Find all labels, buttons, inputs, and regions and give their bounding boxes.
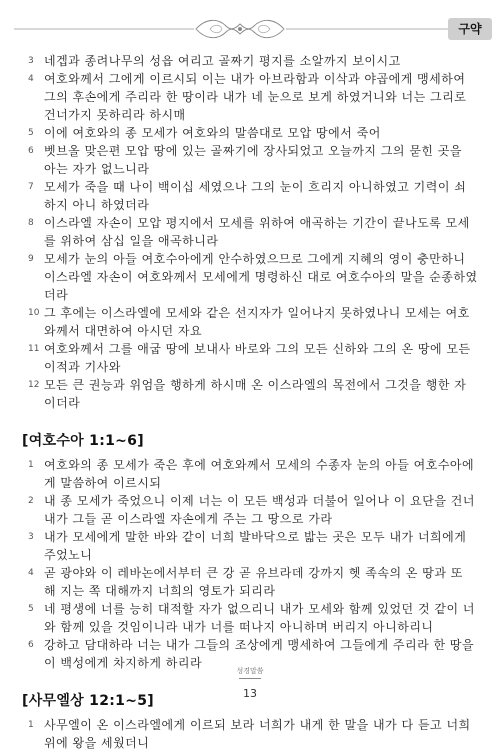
footer-divider: [239, 678, 261, 679]
verse-text: 이스라엘 자손이 모압 평지에서 모세를 위하여 애곡하는 기간이 끝나도록 모세를 위하여 삼십 일을 애곡하니라: [44, 216, 470, 248]
verse-number: 3: [28, 56, 34, 66]
section-title-text: 사무엘상 12:1~5: [28, 693, 148, 709]
verse-text: 네겝과 종려나무의 성읍 여리고 골짜기 평지를 소알까지 보이시고: [44, 54, 401, 68]
verse: [28, 304, 478, 340]
verse: [28, 340, 478, 376]
verse-number: 8: [28, 218, 34, 228]
verse-text: 모세가 죽을 때 나이 백이십 세였으나 그의 눈이 흐리지 아니하였고 기력이 쇠하지 아니 하였더라: [44, 180, 467, 212]
footer-label: 성경말씀: [236, 667, 264, 675]
page-footer: [0, 666, 500, 701]
verse: [28, 456, 478, 492]
page-number: 13: [243, 687, 257, 700]
verse-text: 내 종 모세가 죽었으니 이제 너는 이 모든 백성과 더불어 일어나 이 요단을 건너 내가 그들 곧 이스라엘 자손에게 주는 그 땅으로 가라: [44, 494, 475, 526]
verse: [28, 70, 478, 124]
verse: [28, 716, 478, 752]
verse-text: 모세가 눈의 아들 여호수아에게 안수하였으므로 그에게 지혜의 영이 충만하니 이스라엘 자손이 여호와께서 모세에게 명령하신 대로 여호수아의 말을 순종하였더라: [44, 252, 478, 302]
verse-number: 4: [28, 74, 34, 84]
verse-number: 1: [28, 460, 34, 470]
verse-number: 11: [28, 344, 40, 354]
verse: [28, 178, 478, 214]
verse-text: 모든 큰 권능과 위엄을 행하게 하시매 온 이스라엘의 목전에서 그것을 행한 자이더라: [44, 378, 467, 410]
verse-number: 5: [28, 604, 34, 614]
verse-text: 이에 여호와의 종 모세가 여호와의 말씀대로 모압 땅에서 죽어: [44, 126, 381, 140]
verse: [28, 376, 478, 412]
verse-number: 12: [28, 380, 40, 390]
verse-text: 강하고 담대하라 너는 내가 그들의 조상에게 맹세하여 그들에게 주리라 한 땅을 이 백성에게 차지하게 하리라: [44, 638, 475, 670]
verse: [28, 214, 478, 250]
bracket-open: [: [22, 433, 29, 449]
scripture-content: [22, 52, 478, 752]
verse: [28, 564, 478, 600]
verse: [28, 250, 478, 304]
verse-text: 여호와께서 그를 애굽 땅에 보내사 바로와 그의 모든 신하와 그의 온 땅에 모든 이적과 기사와: [44, 342, 471, 374]
verse-text: 내가 모세에게 말한 바와 같이 너희 발바닥으로 밟는 곳은 모두 내가 너희에게 주었노니: [44, 530, 467, 562]
verse-text: 그 후에는 이스라엘에 모세와 같은 선지자가 일어나지 못하였나니 모세는 여호와께서 대면하여 아시던 자요: [44, 306, 470, 338]
verse: [28, 528, 478, 564]
verse-number: 6: [28, 640, 34, 650]
verse: [28, 52, 478, 70]
verse: [28, 492, 478, 528]
verse-text: 여호와께서 그에게 이르시되 이는 내가 아브라함과 이삭과 야곱에게 맹세하여 그의 후손에게 주리라 한 땅이라 내가 네 눈으로 보게 하였거니와 너는 그리로 건너가지 못하리라 하시매: [44, 72, 467, 122]
verse-text: 네 평생에 너를 능히 대적할 자가 없으리니 내가 모세와 함께 있었던 것 같이 너와 함께 있을 것임이니라 내가 너를 떠나지 아니하며 버리지 아니하리니: [44, 602, 475, 634]
verse-number: 7: [28, 182, 34, 192]
verse-number: 6: [28, 146, 34, 156]
verse-text: 곧 광야와 이 레바논에서부터 큰 강 곧 유브라데 강까지 헷 족속의 온 땅과 또 해 지는 쪽 대해까지 너희의 영토가 되리라: [44, 566, 463, 598]
verse-number: 1: [28, 720, 34, 730]
verse-number: 3: [28, 532, 34, 542]
verse-number: 9: [28, 254, 34, 264]
bracket-open: [: [22, 693, 29, 709]
bracket-close: ]: [147, 693, 154, 709]
verse-number: 2: [28, 496, 34, 506]
bracket-close: ]: [137, 433, 144, 449]
section-title-text: 여호수아 1:1~6: [28, 433, 138, 449]
testament-tab[interactable]: 구약: [448, 18, 492, 40]
verse-number: 10: [28, 308, 40, 318]
section-title: [22, 430, 478, 450]
verse-text: 여호와의 종 모세가 죽은 후에 여호와께서 모세의 수종자 눈의 아들 여호수아에게 말씀하여 이르시되: [44, 458, 475, 490]
verse: [28, 600, 478, 636]
verse-text: 사무엘이 온 이스라엘에게 이르되 보라 너희가 내게 한 말을 내가 다 듣고 너희 위에 왕을 세웠더니: [44, 718, 471, 750]
verse: [28, 124, 478, 142]
verse: [28, 142, 478, 178]
header-ornament-icon: [14, 14, 466, 44]
verse-text: 벳브올 맞은편 모압 땅에 있는 골짜기에 장사되었고 오늘까지 그의 묻힌 곳을 아는 자가 없느니라: [44, 144, 462, 176]
verse-number: 4: [28, 568, 34, 578]
verse-number: 5: [28, 128, 34, 138]
